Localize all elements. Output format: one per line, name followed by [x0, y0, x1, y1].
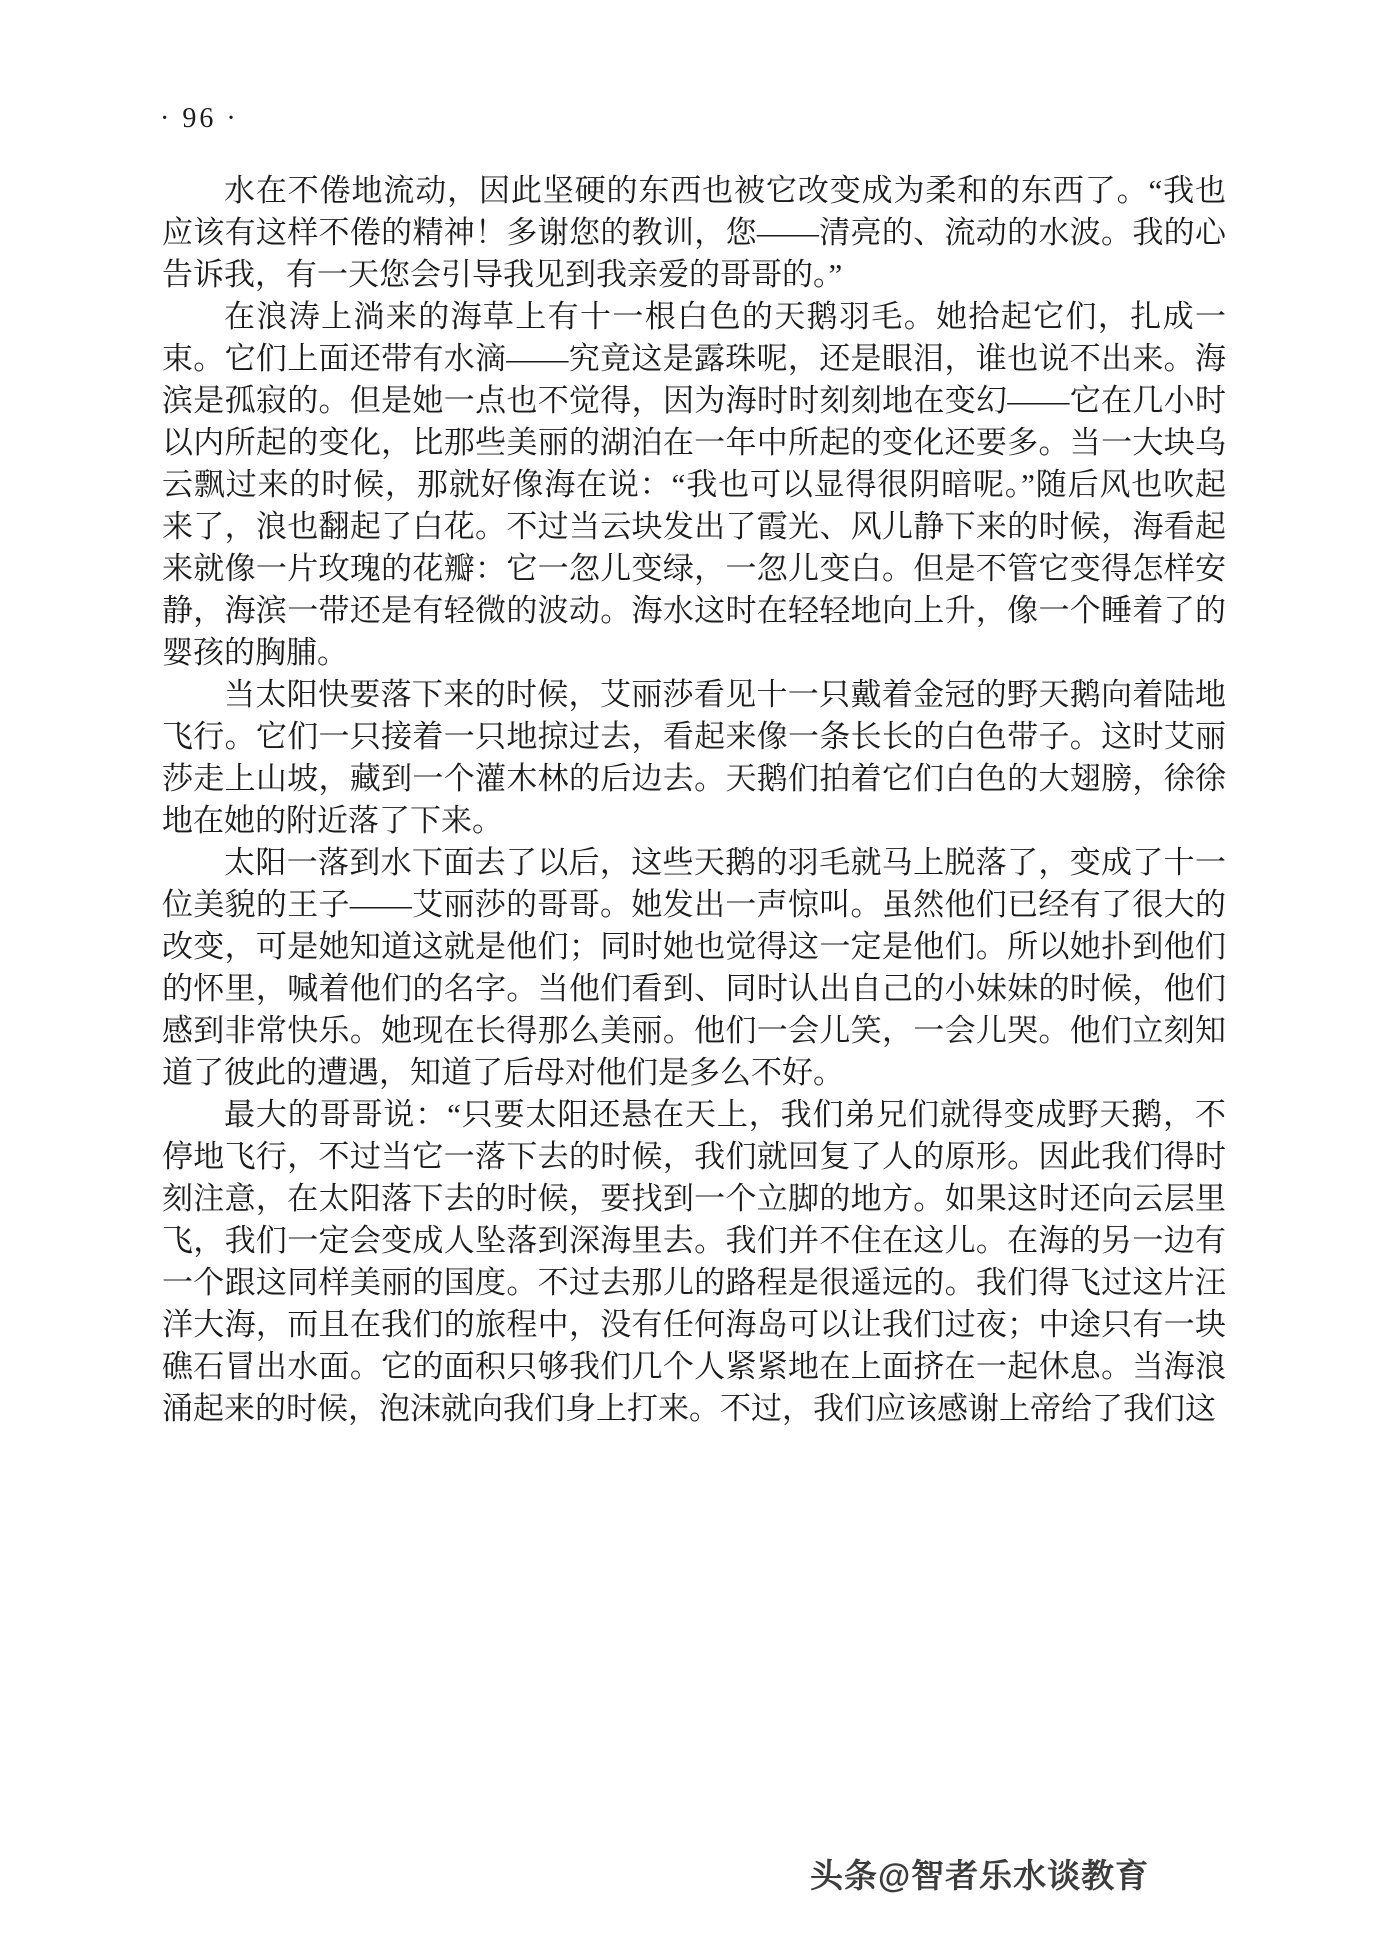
page-number: · 96 ·: [160, 103, 239, 134]
paragraph-5: 最大的哥哥说：“只要太阳还悬在天上，我们弟兄们就得变成野天鹅，不停地飞行，不过当它一落下去的时候，我们就回复了人的原形。因此我们得时刻注意，在太阳落下去的时候，要找到一个立脚的地方。如果这时还向云层里飞，我们一定会变成人坠落到深海里去。我们并不住在这儿。在海的另一边有一个跟这同样美丽的国度。不过去那儿的路程是很遥远的。我们得飞过这片汪洋大海，而且在我们的旅程中，没有任何海岛可以让我们过夜；中途只有一块礁石冒出水面。它的面积只够我们几个人紧紧地在上面挤在一起休息。当海浪涌起来的时候，泡沫就向我们身上打来。不过，我们应该感谢上帝给了我们这: [162, 1097, 1226, 1426]
paragraph-2: 在浪涛上淌来的海草上有十一根白色的天鹅羽毛。她拾起它们，扎成一束。它们上面还带有水滴——究竟这是露珠呢，还是眼泪，谁也说不出来。海滨是孤寂的。但是她一点也不觉得，因为海时时刻刻地在变幻——它在几小时以内所起的变化，比那些美丽的湖泊在一年中所起的变化还要多。当一大块乌云飘过来的时候，那就好像海在说：“我也可以显得很阴暗呢。”随后风也吹起来了，浪也翻起了白花。不过当云块发出了霞光、风儿静下来的时候，海看起来就像一片玫瑰的花瓣：它一忽儿变绿，一忽儿变白。但是不管它变得怎样安静，海滨一带还是有轻微的波动。海水这时在轻轻地向上升，像一个睡着了的婴孩的胸脯。: [162, 299, 1226, 670]
paragraph-1: 水在不倦地流动，因此坚硬的东西也被它改变成为柔和的东西了。“我也应该有这样不倦的精神！多谢您的教训，您——清亮的、流动的水波。我的心告诉我，有一天您会引导我见到我亲爱的哥哥的。”: [162, 173, 1226, 292]
paragraph-3: 当太阳快要落下来的时候，艾丽莎看见十一只戴着金冠的野天鹅向着陆地飞行。它们一只接着一只地掠过去，看起来像一条长长的白色带子。这时艾丽莎走上山坡，藏到一个灌木林的后边去。天鹅们拍着它们白色的大翅膀，徐徐地在她的附近落了下来。: [162, 677, 1226, 838]
paragraph-4: 太阳一落到水下面去了以后，这些天鹅的羽毛就马上脱落了，变成了十一位美貌的王子——艾丽莎的哥哥。她发出一声惊叫。虽然他们已经有了很大的改变，可是她知道这就是他们；同时她也觉得这一定是他们。所以她扑到他们的怀里，喊着他们的名字。当他们看到、同时认出自己的小妹妹的时候，他们感到非常快乐。她现在长得那么美丽。他们一会儿笑，一会儿哭。他们立刻知道了彼此的遭遇，知道了后母对他们是多么不好。: [162, 845, 1226, 1090]
watermark: 头条@智者乐水谈教育: [810, 1857, 1150, 1894]
page-content: [162, 170, 1226, 1430]
